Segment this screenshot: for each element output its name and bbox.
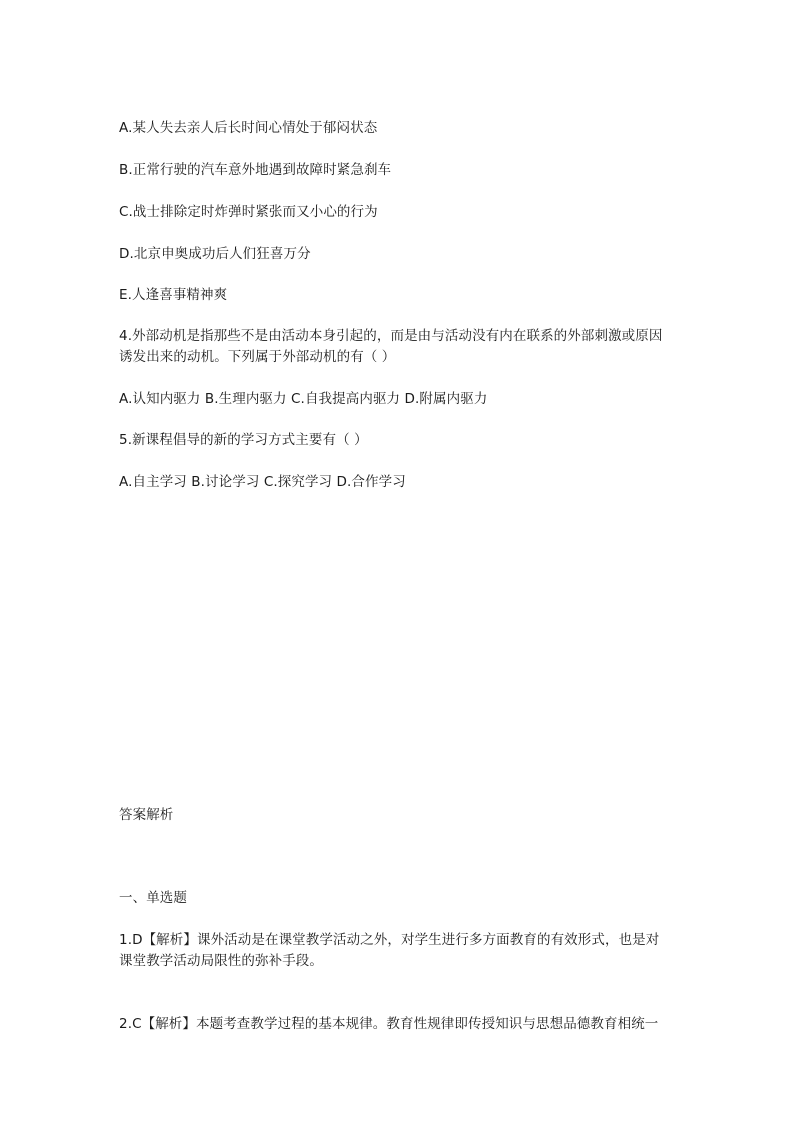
question-4-text: 4.外部动机是指那些不是由活动本身引起的，而是由与活动没有内在联系的外部刺激或原因诱发出来的动机。下列属于外部动机的有（ ） xyxy=(119,328,663,365)
answers-heading: 答案解析 xyxy=(119,807,174,823)
section-heading-single-choice: 一、单选题 xyxy=(119,890,187,906)
question-5-text: 5.新课程倡导的新的学习方式主要有（ ） xyxy=(119,432,368,448)
option-q3-c: C.战士排除定时炸弹时紧张而又小心的行为 xyxy=(119,204,378,220)
question-5-options: A.自主学习 B.讨论学习 C.探究学习 D.合作学习 xyxy=(119,474,406,490)
answer-2: 2.C【解析】本题考查教学过程的基本规律。教育性规律即传授知识与思想品德教育相统一 xyxy=(119,1016,659,1032)
answer-1: 1.D【解析】课外活动是在课堂教学活动之外，对学生进行多方面教育的有效形式，也是对课堂教学活动局限性的弥补手段。 xyxy=(119,932,660,969)
option-q3-b: B.正常行驶的汽车意外地遇到故障时紧急刹车 xyxy=(119,162,392,178)
option-q3-d: D.北京申奥成功后人们狂喜万分 xyxy=(119,246,311,262)
question-4-options: A.认知内驱力 B.生理内驱力 C.自我提高内驱力 D.附属内驱力 xyxy=(119,391,488,407)
option-q3-a: A.某人失去亲人后长时间心情处于郁闷状态 xyxy=(119,120,378,136)
option-q3-e: E.人逢喜事精神爽 xyxy=(119,287,228,303)
